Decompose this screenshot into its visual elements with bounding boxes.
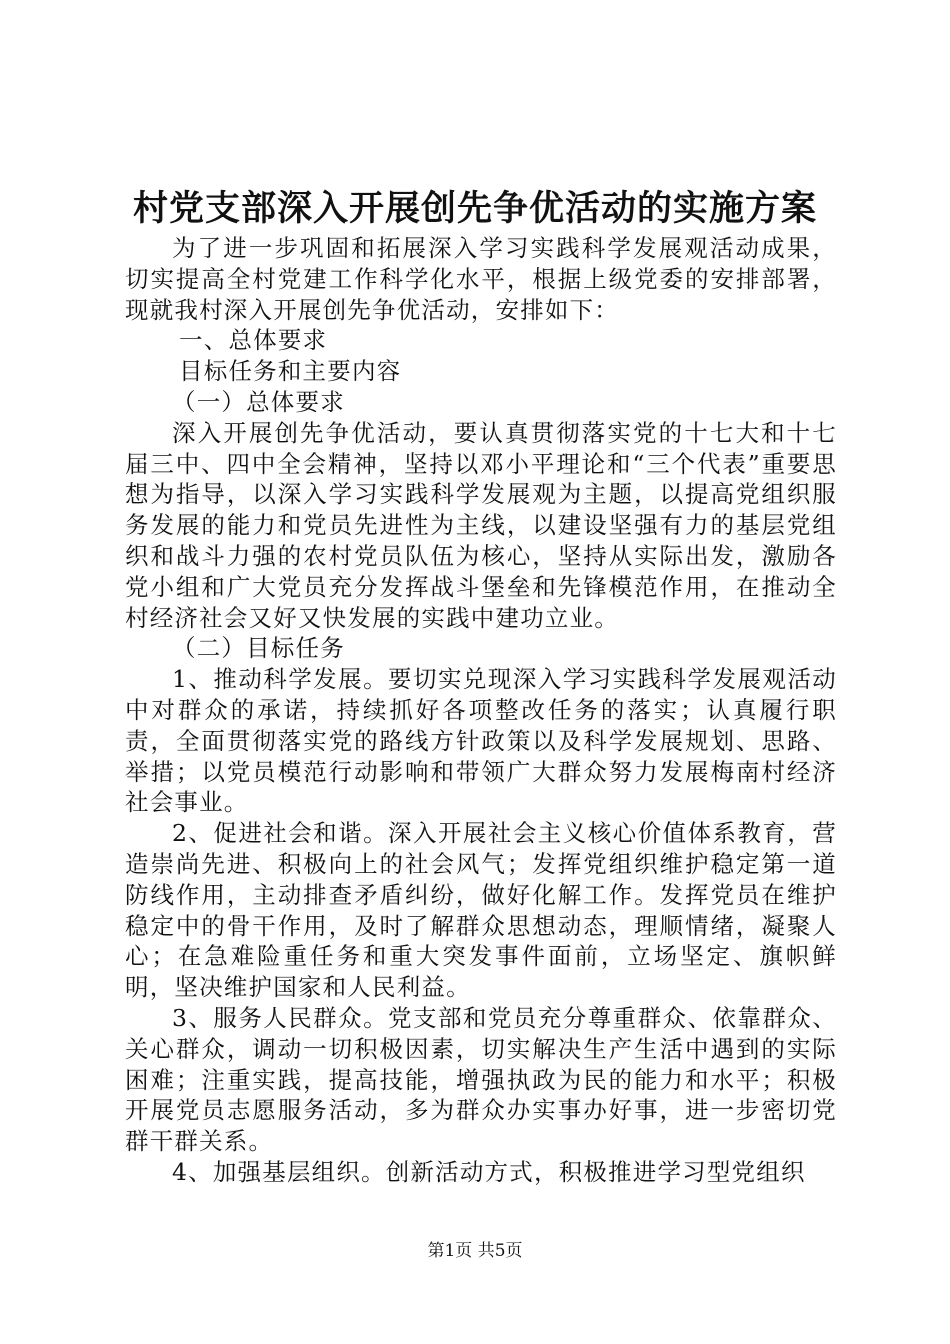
subsection-heading-tasks: （二）目标任务 xyxy=(172,634,345,663)
section-heading-goals: 目标任务和主要内容 xyxy=(179,357,402,386)
paragraph-task-1: 1、推动科学发展。要切实兑现深入学习实践科学发展观活动中对群众的承诺，持续抓好各项整改任务的落实；认真履行职责，全面贯彻落实党的路线方针政策以及科学发展规划、思路、举措；以党员模范行动影响和带领广大群众努力发展梅南村经济社会事业。 xyxy=(125,665,837,817)
paragraph-task-4: 4、加强基层组织。创新活动方式，积极推进学习型党组织 xyxy=(172,1157,806,1186)
paragraph-task-2: 2、促进社会和谐。深入开展社会主义核心价值体系教育，营造崇尚先进、积极向上的社会风气；发挥党组织维护稳定第一道防线作用，主动排查矛盾纠纷，做好化解工作。发挥党员在维护稳定中的骨干作用，及时了解群众思想动态，理顺情绪，凝聚人心；在急难险重任务和重大突发事件面前，立场坚定、旗帜鲜明，坚决维护国家和人民利益。 xyxy=(125,819,837,1002)
subsection-heading-overall: （一）总体要求 xyxy=(172,387,345,416)
paragraph-intro: 为了进一步巩固和拓展深入学习实践科学发展观活动成果，切实提高全村党建工作科学化水平，根据上级党委的安排部署，现就我村深入开展创先争优活动，安排如下： xyxy=(125,234,837,324)
page-footer: 第1页 共5页 xyxy=(427,1241,523,1261)
section-heading-overall: 一、总体要求 xyxy=(179,326,328,355)
document-body xyxy=(125,233,837,1188)
document-title: 村党支部深入开展创先争优活动的实施方案 xyxy=(132,188,817,229)
paragraph-overall-requirements: 深入开展创先争优活动，要认真贯彻落实党的十七大和十七届三中、四中全会精神，坚持以邓小平理论和“三个代表”重要思想为指导，以深入学习实践科学发展观为主题，以提高党组织服务发展的能力和党员先进性为主线，以建设坚强有力的基层党组织和战斗力强的农村党员队伍为核心，坚持从实际出发，激励各党小组和广大党员充分发挥战斗堡垒和先锋模范作用，在推动全村经济社会又好又快发展的实践中建功立业。 xyxy=(125,418,837,632)
paragraph-task-3: 3、服务人民群众。党支部和党员充分尊重群众、依靠群众、关心群众，调动一切积极因素，切实解决生产生活中遇到的实际困难；注重实践，提高技能，增强执政为民的能力和水平；积极开展党员志愿服务活动，多为群众办实事办好事，进一步密切党群干群关系。 xyxy=(125,1003,837,1156)
